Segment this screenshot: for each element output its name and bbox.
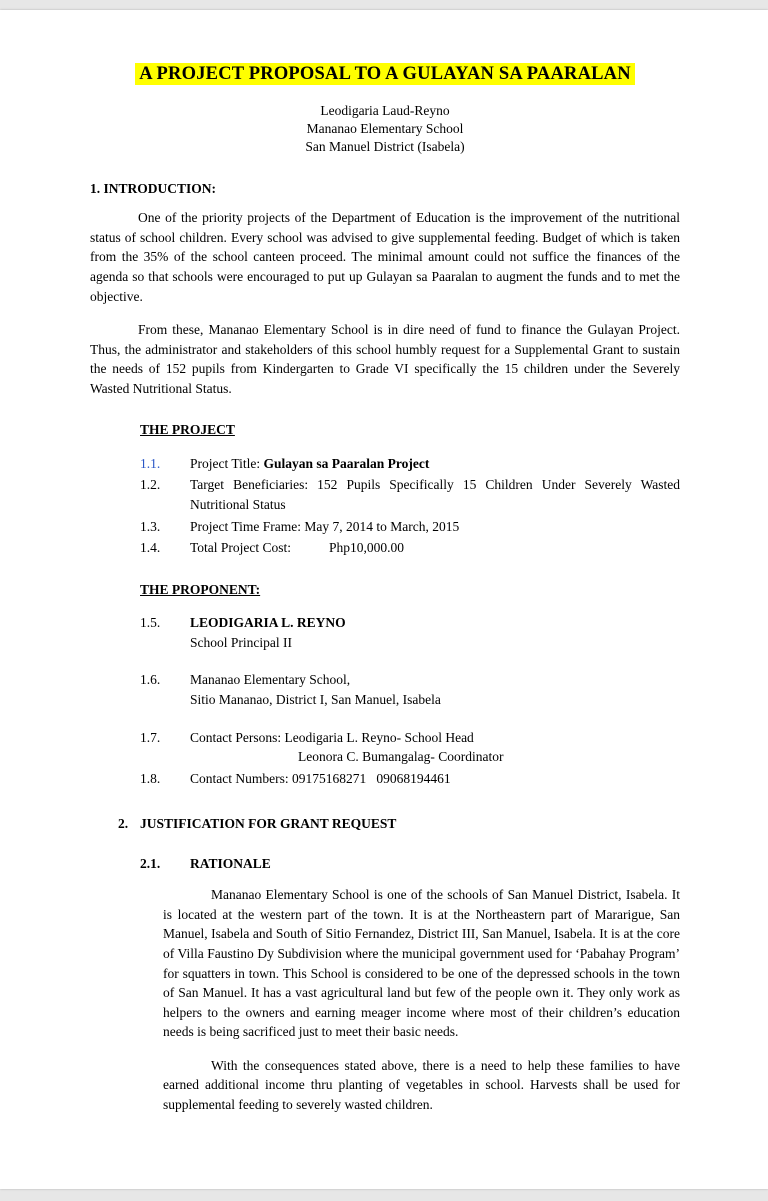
list-item-proponent-name [140, 613, 680, 652]
item-text [190, 613, 680, 652]
item-number-link[interactable]: 1.1. [140, 455, 161, 471]
item-number: 1.6. [140, 672, 161, 688]
byline-author: Leodigaria Laud-Reyno [320, 103, 450, 119]
document-title [90, 62, 680, 86]
proponent-position: School Principal II [190, 634, 292, 650]
justification-heading [118, 814, 680, 834]
rationale-paragraph-2: With the consequences stated above, there is a need to help these families to have earned additional income thru planting of vegetables in school. Harvests shall be used for supplemental feeding to severely wasted children. [163, 1057, 680, 1112]
list-item-target-beneficiaries [140, 475, 680, 514]
list-item-time-frame [140, 517, 680, 537]
item-number: 1.7. [140, 729, 161, 745]
introduction-heading: 1. INTRODUCTION: [90, 180, 217, 196]
contact-person-1: Contact Persons: Leodigaria L. Reyno- School Head [190, 729, 474, 745]
list-item-total-cost [140, 538, 680, 558]
byline-school: Mananao Elementary School [306, 121, 464, 137]
title-highlighted-text: A PROJECT PROPOSAL TO A GULAYAN SA PAARALAN [135, 63, 635, 85]
justification-heading-text: JUSTIFICATION FOR GRANT REQUEST [140, 816, 397, 832]
the-project-heading [140, 420, 680, 440]
rationale-paragraph-1: Mananao Elementary School is one of the schools of San Manuel District, Isabela. It is located at the western part of the town. It is at the Northeastern part of Mararigue, San Manuel, Isabela and South of Sitio Fernandez, District III, San Manuel, Isabela. It is at the core of Villa Faustino Dy Subdivision where the municipal government used for ‘Pabahay Program’ for squatters in town. This School is considered to be one of the depressed schools in the town of San Manuel. It has a vast agricultural land but few of the people own it. They only work as helpers to the owners and earning meager income where most of their children’s education needs is being sacrificed just to meet their basic needs. [163, 887, 680, 1040]
rationale-section [90, 885, 680, 1114]
item-number: 1.2. [140, 477, 161, 493]
list-item-project-title [140, 454, 680, 474]
byline [90, 102, 680, 157]
item-text: Project Time Frame: May 7, 2014 to March, 2015 [190, 518, 460, 534]
school-name: Mananao Elementary School, [190, 672, 351, 688]
introduction-paragraph-2: From these, Mananao Elementary School is in dire need of fund to finance the Gulayan Project. Thus, the administrator and stakeholders of this school humbly request for a Supplemental Grant to sustain the needs of 152 pupils from Kindergarten to Grade VI specifically the 15 children under the Severely Wasted Nutritional Status. [90, 322, 680, 396]
item-text [190, 538, 680, 558]
contact-person-2: Leonora C. Bumangalag- Coordinator [298, 749, 504, 765]
document-page [0, 10, 768, 1189]
project-title-label: Project Title: [190, 455, 264, 471]
item-text: Target Beneficiaries: 152 Pupils Specifically 15 Children Under Severely Wasted Nutritional Status [190, 477, 680, 513]
school-address: Sitio Mananao, District I, San Manuel, Isabela [190, 691, 441, 707]
justification-heading-number: 2. [118, 816, 129, 832]
list-item-contact-persons [140, 728, 680, 767]
byline-district: San Manuel District (Isabela) [305, 139, 465, 155]
item-text: Contact Numbers: 09175168271 09068194461 [190, 770, 451, 786]
introduction-paragraph-1: One of the priority projects of the Department of Education is the improvement of the nutritional status of school children. Every school was advised to give supplemental feeding. Budget of which is taken from the 35% of the school canteen proceed. The minimal amount could not suffice the finances of the agenda so that schools were encouraged to put up Gulayan sa Paaralan to augment the funds and to met the objective. [90, 210, 680, 304]
total-cost-label: Total Project Cost: [190, 540, 292, 556]
item-number: 1.3. [140, 518, 161, 534]
the-proponent-heading-text: THE PROPONENT: [140, 581, 261, 597]
proponent-name: LEODIGARIA L. REYNO [190, 615, 346, 631]
proponent-list [140, 613, 680, 788]
project-title-value: Gulayan sa Paaralan Project [263, 455, 430, 471]
item-text [190, 454, 680, 474]
rationale-heading [140, 854, 680, 874]
the-project-heading-text: THE PROJECT [140, 422, 235, 438]
item-text [190, 728, 680, 767]
item-number: 1.8. [140, 770, 161, 786]
item-number: 1.5. [140, 615, 161, 631]
the-proponent-heading [140, 580, 680, 600]
total-cost-value: Php10,000.00 [329, 540, 405, 556]
item-text [190, 670, 680, 709]
list-item-contact-numbers [140, 769, 680, 789]
list-item-school-address [140, 670, 680, 709]
rationale-heading-text: RATIONALE [190, 855, 271, 871]
project-list [140, 454, 680, 558]
item-number: 1.4. [140, 540, 161, 556]
rationale-heading-number: 2.1. [140, 855, 161, 871]
